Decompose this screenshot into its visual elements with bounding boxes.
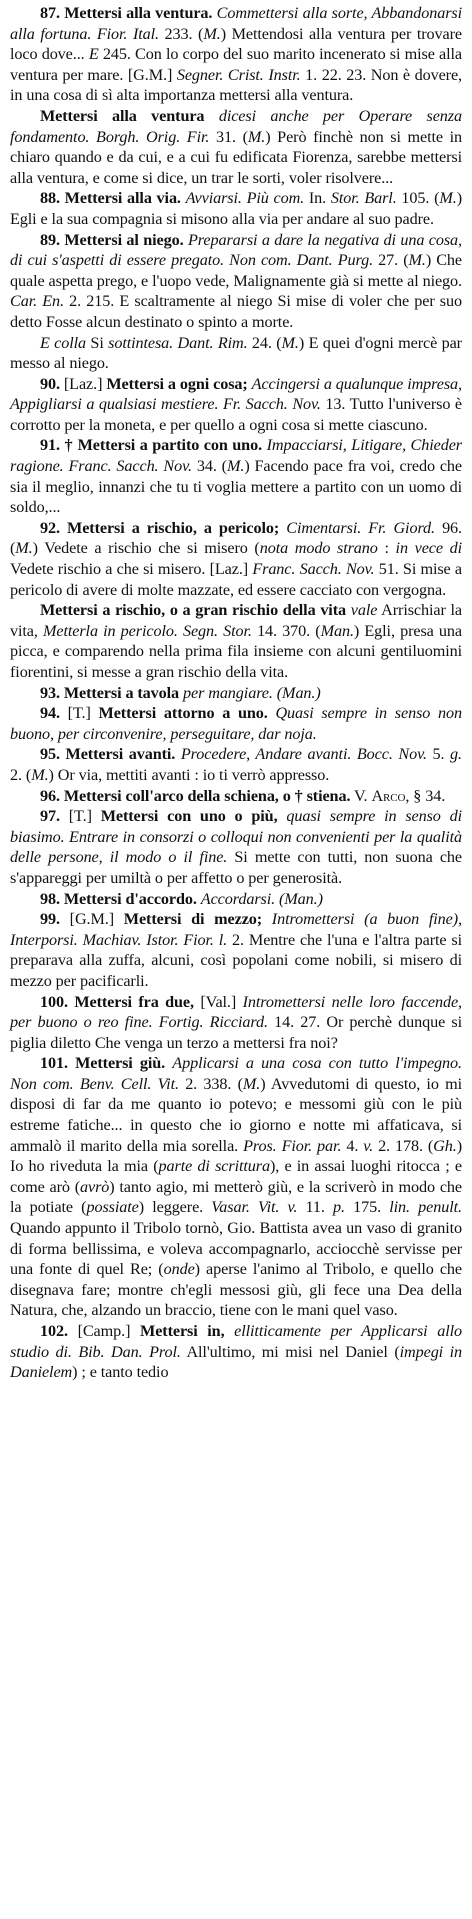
entry-89-sub: E colla Si sottintesa. Dant. Rim. 24. (M.) E quei d'ogni mercè par messo al niego. (10, 333, 462, 373)
entry-98: 98. Mettersi d'accordo. Accordarsi. (Man.) (40, 889, 323, 908)
entry-92-sub: Mettersi a rischio, o a gran rischio della vita vale Arrischiar la vita, Metterla in pericolo. Segn. Stor. 14. 370. (Man.) Egli, presa una picca, e comparendo nella prima fila insieme con alcuni gentiluomini fiorentini, si messe a gran rischio della vita. (10, 601, 462, 681)
entry-94: 94. [T.] Mettersi attorno a uno. Quasi sempre in senso non buono, per circonvenire, perseguitare, dar noja. (10, 704, 462, 743)
entry-93: 93. Mettersi a tavola per mangiare. (Man.) (40, 683, 321, 702)
entry-101: 101. Mettersi giù. Applicarsi a una cosa con tutto l'impegno. Non com. Benv. Cell. Vit. 2. 338. (M.) Avvedutomi di questo, io mi disposi di far da me quanto io potevo; e messomi giù con le più estreme fatiche... in questo che io giorno e notte mi affaticava, si ammalò il marito della mia sorella. Pros. Fior. par. 4. v. 2. 178. (Gh.) Io ho riveduta la mia (parte di scrittura), e in assai luoghi ritocca ; e come arò (avrò) tanto agio, mi metterò giù, e la scriverò in modo che la potiate (possiate) leggere. Vasar. Vit. v. 11. p. 175. lin. penult. Quando appunto il Tribolo tornò, Gio. Battista avea un vaso di granito di forma bellissima, e voleva accompagnarlo, acciocchè servisse per una fonte di quel Re; (onde) aperse l'animo al Tribolo, e quello che disegnava fare; montre ch'egli messosi giù, gli fece una Dea della Natura, che, alzando un braccio, tiene con le mani quel vaso. (10, 1054, 462, 1320)
entry-88: 88. Mettersi alla via. Avviarsi. Più com. In. Stor. Barl. 105. (M.) Egli e la sua compagnia si misono alla via per andare al suo padre. (10, 189, 462, 228)
entry-91: 91. † Mettersi a partito con uno. Impacciarsi, Litigare, Chieder ragione. Franc. Sacch. Nov. 34. (M.) Facendo pace fra voi, credo che sia il meglio, innanzi che tu ti voglia mettere a partito con un uomo di soldo,... (10, 436, 462, 517)
entry-99: 99. [G.M.] Mettersi di mezzo; Intromettersi (a buon fine), Interporsi. Machiav. Istor. Fior. l. 2. Mentre che l'una e l'altra parte si preparava alla zuffa, alcuni, così popolani come nobili, si misero di mezzo per pacificarli. (10, 910, 462, 990)
entry-92: 92. Mettersi a rischio, a pericolo; Cimentarsi. Fr. Giord. 96. (M.) Vedete a rischio che si misero (nota modo strano : in vece di Vedete rischio a che si misero. [Laz.] Franc. Sacch. Nov. 51. Si mise a pericolo di avere di molte mazzate, ed essere cacciato con vergogna. (10, 518, 463, 599)
entry-95: 95. Mettersi avanti. Procedere, Andare avanti. Bocc. Nov. 5. g. 2. (M.) Or via, mettiti avanti : io ti verrò appresso. (10, 745, 462, 784)
entry-87-sub: Mettersi alla ventura dicesi anche per Operare senza fondamento. Borgh. Orig. Fir. 31. (M.) Però finchè non si mette in chiaro quando e da cui, e a cui fu edificata Fiorenza, sarebbe mettersi alla ventura, e come si dice, un trar le sorti, voler risolvere... (10, 106, 463, 187)
entry-90: 90. [Laz.] Mettersi a ogni cosa; Accingersi a qualunque impresa, Appigliarsi a qualsiasi mestiere. Fr. Sacch. Nov. 13. Tutto l'universo è corrotto per la moneta, e per quello a ogni cosa si mette ciascuno. (10, 374, 462, 434)
entry-100: 100. Mettersi fra due, [Val.] Intromettersi nelle loro faccende, per buono o reo fine. Fortig. Ricciard. 14. 27. Or perchè dunque si piglia diletto Che venga un terzo a mettersi fra noi? (10, 992, 462, 1052)
entry-96: 96. Mettersi coll'arco della schiena, o † stiena. V. Arco, § 34. (40, 786, 446, 805)
entry-97: 97. [T.] Mettersi con uno o più, quasi sempre in senso di biasimo. Entrare in consorzi o colloqui non convenienti per la qualità delle persone, il modo o il fine. Si mette con tutti, non suona che s'appareggi per umiltà o per affetto o per generosità. (10, 807, 463, 887)
entry-102: 102. [Camp.] Mettersi in, ellitticamente per Applicarsi allo studio di. Bib. Dan. Prol. All'ultimo, mi misi nel Daniel (impegi in Danielem) ; e tanto tedio (10, 1322, 463, 1382)
entry-87: 87. Mettersi alla ventura. Commettersi alla sorte, Abbandonarsi alla fortuna. Fior. Ital. 233. (M.) Mettendosi alla ventura per trovare loco dove... E 245. Con lo corpo del suo marito incenerato si mise alla ventura per mare. [G.M.] Segner. Crist. Instr. 1. 22. 23. Non è dovere, in una cosa di sì alta importanza mettersi alla ventura. (10, 4, 462, 105)
entry-89: 89. Mettersi al niego. Prepararsi a dare la negativa di una cosa, di cui s'aspetti di essere pregato. Non com. Dant. Purg. 27. (M.) Che quale aspetta prego, e l'uopo vede, Malignamente già si mette al niego. Car. En. 2. 215. E scaltramente al niego Si mise di voler che per suo detto Fosse alcun destinato o spinto a morte. (10, 230, 463, 331)
